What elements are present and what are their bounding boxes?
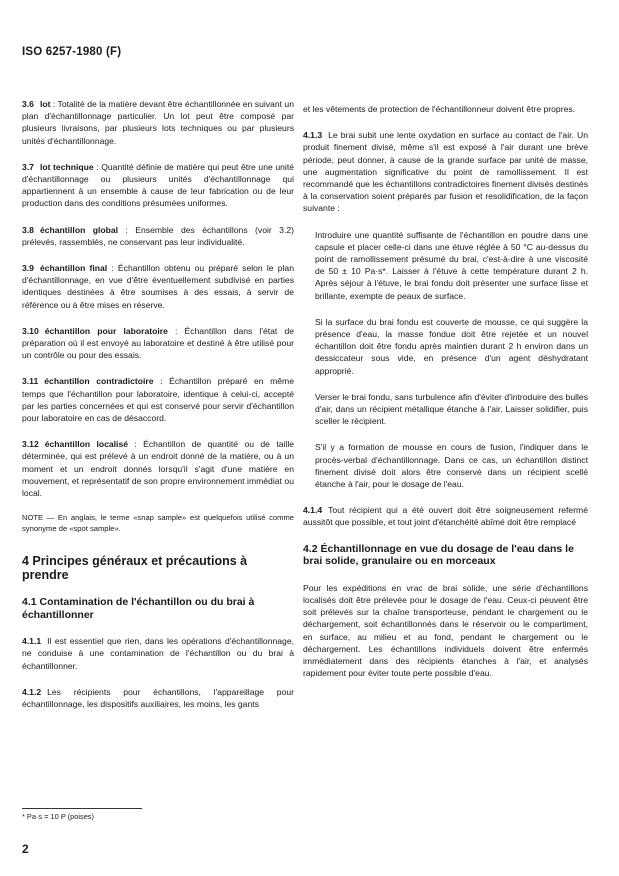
section-4-heading: 4 Principes généraux et précautions à prendre [22, 554, 248, 583]
paragraph-4-1-1: 4.1.1 Il est essentiel que rien, dans les opérations d'échantillonnage, ne conduise à une contamination de l'échantillon ou du brai à échantillonner. [22, 636, 294, 671]
footnote: * Pa·s = 10 P (poises) [22, 812, 94, 821]
procedure-step-4: S'il y a formation de mousse en cours de fusion, l'indiquer dans le procès-verbal d'échantillonnage. Dans ce cas, un échantillon distinct finement divisé doit alors être conservé dans un récipient scellé étanche à l'air, pour le dosage de l'eau. [315, 442, 588, 490]
footnote-divider [22, 808, 142, 809]
paragraph-4-1-2: 4.1.2 Les récipients pour échantillons, l'appareillage pour échantillonnage, les dispositifs auxiliaires, les moins, les gants [22, 686, 294, 710]
page-number: 2 [22, 842, 29, 856]
procedure-step-1: Introduire une quantité suffisante de l'échantillon en poudre dans une capsule et placer celle-ci dans une étuve réglée à 50 °C au-dessus du point de ramollissement présumé du brai, c'est-à-dire à une viscosité de 50 ± 10 Pa·s*. Laisser à l'étuve à cette température durant 2 h. Après séjour à l'étuve, le brai fondu doit présenter une surface lisse et brillante, exempte de peaux de surface. [315, 229, 588, 301]
paragraph-4-2: Pour les expéditions en vrac de brai solide, une série d'échantillons localisés doit être prélevée pour le dosage de l'eau. Ceux-ci peuvent être soit prélevés sur la chaîne transporteuse, pendant le chargement ou le déchargement, soit échantillonnés dans le réservoir ou le compartiment, en surface, au milieu et au fond, pendant le chargement ou le déchargement. Les échantillons individuels doivent être enfermés immédiatement dans des récipients étanches à l'air, et analysés rapidement pour éviter toute perte possible d'eau. [303, 582, 588, 679]
left-column [22, 98, 294, 724]
procedure-step-3: Verser le brai fondu, sans turbulence afin d'éviter d'introduire des bulles d'air, dans un récipient métallique étanche à l'air. Laisser solidifier, puis sceller le récipient. [315, 391, 588, 427]
paragraph-4-1-4: 4.1.4 Tout récipient qui a été ouvert doit être soigneusement refermé aussitôt que possible, et tout joint d'étanchéité abîmé doit être remplacé [303, 505, 588, 528]
right-column [303, 103, 588, 693]
definition-3-11: 3.11 échantillon contradictoire : Échantillon préparé en même temps que l'échantillon pour laboratoire, identique à celui-ci, accepté par les parties concernées et qui est conservé pour servir d'échantillon pour laboratoire en cas de désaccord. [22, 376, 294, 424]
definition-3-9: 3.9 échantillon final : Échantillon obtenu ou préparé selon le plan d'échantillonnage, en vue d'être éventuellement subdivisé en parties identiques destinées à être soumises à des essais, à servir de référence ou à être mises en réserve. [22, 263, 294, 310]
document-header: ISO 6257-1980 (F) [22, 46, 122, 58]
section-4-2-heading: 4.2 Échantillonnage en vue du dosage de l'eau dans le brai solide, granulaire ou en morceaux [303, 542, 574, 568]
definition-3-8: 3.8 échantillon global : Ensemble des échantillons (voir 3.2) prélevés, rassemblés, ne conservant pas leur individualité. [22, 224, 294, 247]
definition-3-6: 3.6 lot : Totalité de la matière devant être échantillonnée en suivant un plan d'échantillonnage particulier. Un lot peut être composé par plusieurs livraisons, par plusieurs lots techniques ou par plusieurs unités d'échantillonnage. [22, 99, 294, 146]
paragraph-4-1-3: 4.1.3 Le brai subit une lente oxydation en surface au contact de l'air. Un produit finement divisé, même s'il est exposé à l'air durant une brève période, peut donner, à cause de la grande surface par unité de masse, une augmentation significative du point de ramollissement. Il est recommandé que les échantillons contradictoires finement divisés destinés à la conservation soient préparés par fusion et resolidification, de la façon suivante : [303, 130, 588, 214]
definition-3-7: 3.7 lot technique : Quantité définie de matière qui peut être une unité d'échantillonnage ou plusieurs unités d'échantillonnage qui appartiennent à un ensemble à cause de leur fabrication ou de leur production dans des conditions présumées uniformes. [22, 161, 294, 209]
paragraph-4-1-2-continued: et les vêtements de protection de l'échantillonneur doivent être propres. [303, 104, 576, 114]
section-4-1-heading: 4.1 Contamination de l'échantillon ou du brai à échantillonner [22, 596, 255, 621]
definition-3-10: 3.10 échantillon pour laboratoire : Échantillon dans l'état de préparation où il est envoyé au laboratoire et destiné à être utilisé pour un contrôle ou pour des essais. [22, 325, 294, 361]
note: NOTE — En anglais, le terme «snap sample» est quelquefois utilisé comme synonyme de «spot sample». [22, 513, 294, 533]
procedure-step-2: Si la surface du brai fondu est couverte de mousse, ce qui suggère la présence d'eau, la masse fondue doit être rejetée et un nouvel échantillon doit être fondu après maintien durant 2 h environ dans un dessiccateur sous vide, en présence d'un agent déshydratant approprié. [315, 316, 588, 376]
definition-3-12: 3.12 échantillon localisé : Échantillon de quantité ou de taille déterminée, qui est prélevé à un endroit donné de la matière, ou à un moment et un endroit donnés lorsqu'il s'agit d'une matière en mouvement, et représentatif de son propre environnement immédiat ou local. [22, 439, 295, 499]
